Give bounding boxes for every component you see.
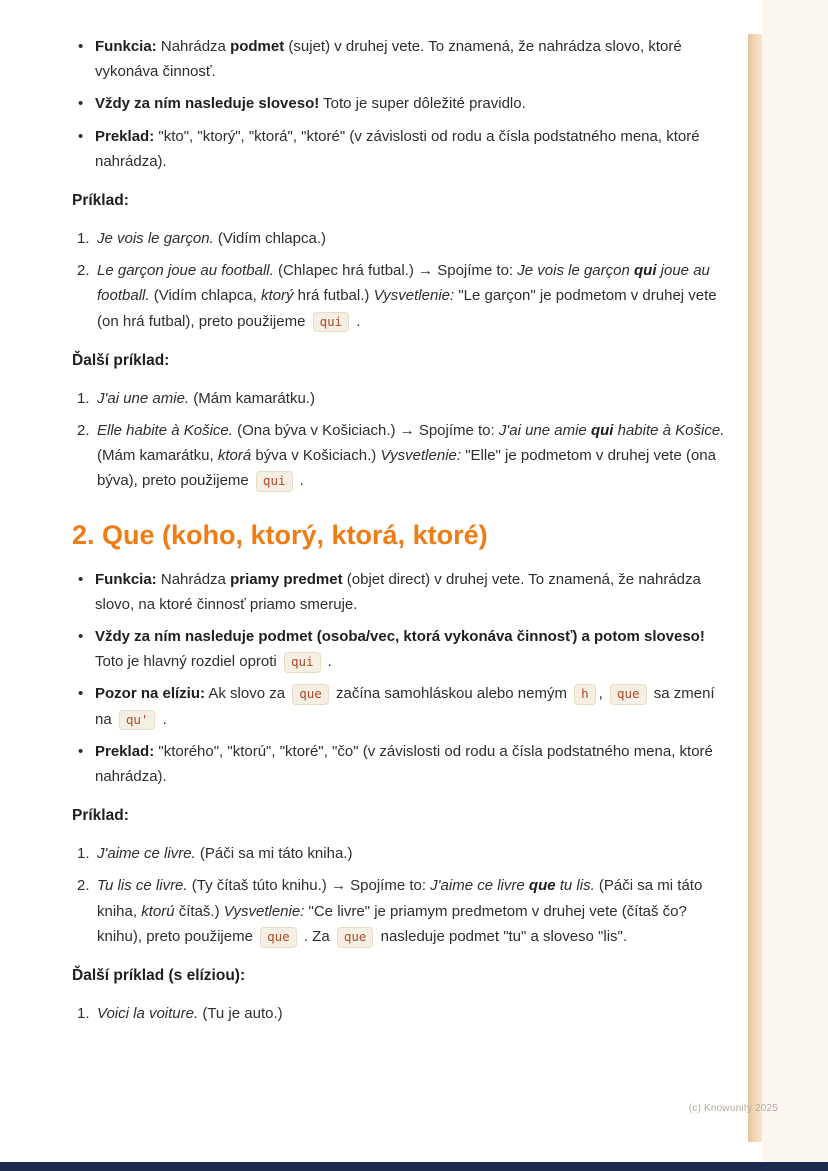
numbered-item: Le garçon joue au football. (Chlapec hrá futbal.) → Spojíme to: Je vois le garçon qui joue au football. (Vidím chlapca, ktorý hrá futbal.) Vysvetlenie: "Le garçon" je podmetom v druhej vete (on hrá futbal), preto použijeme qui . [72,258,732,334]
que-properties-list [72,567,732,790]
numbered-item: J'ai une amie. (Mám kamarátku.) [97,389,315,407]
page-spine-decoration [748,34,762,1142]
que-example-list [72,841,732,949]
bullet-item: • Preklad: "kto", "ktorý", "ktorá", "ktoré" (v závislosti od rodu a čísla podstatného mena, ktoré nahrádza). [72,124,732,174]
que-example-heading: Príklad: [72,807,129,825]
document-content [72,34,732,1034]
qui-more-example-list [72,386,732,494]
numbered-item: Elle habite à Košice. (Ona býva v Košiciach.) → Spojíme to: J'ai une amie qui habite à Košice. (Mám kamarátku, ktorá býva v Košiciach.) Vysvetlenie: "Elle" je podmetom v druhej vete (ona býva), preto použijeme qui . [72,418,732,494]
numbered-item: J'aime ce livre. (Páči sa mi táto kniha.) [97,845,353,863]
page-right-margin [762,0,828,1162]
que-section-title: 2. Que (koho, ktorý, ktorá, ktoré) [72,519,488,550]
numbered-item: Tu lis ce livre. (Ty čítaš túto knihu.) → Spojíme to: J'aime ce livre que tu lis. (Páči sa mi táto kniha, ktorú čítaš.) Vysvetlenie: "Ce livre" je priamym predmetom v druhej vete (čítaš čo? knihu), preto použijeme que . Za que nasleduje podmet "tu" a sloveso "lis". [72,873,732,949]
bullet-item: • Vždy za ním nasleduje podmet (osoba/vec, ktorá vykonáva činnosť) a potom sloveso! Toto je hlavný rozdiel oproti qui . [72,624,732,674]
page-bottom-bar [0,1162,828,1171]
qui-example-list [72,226,732,334]
bullet-item: • Funkcia: Nahrádza priamy predmet (objet direct) v druhej vete. To znamená, že nahrádza slovo, na ktoré činnosť priamo smeruje. [72,567,732,617]
copyright-watermark: (c) Knowunity 2025 [688,1103,778,1114]
bullet-item: • Preklad: "ktorého", "ktorú", "ktoré", "čo" (v závislosti od rodu a čísla podstatného mena, ktoré nahrádza). [72,739,732,789]
que-more-example-heading: Ďalší príklad (s elíziou): [72,966,246,984]
numbered-item: Je vois le garçon. (Vidím chlapca.) [97,229,326,247]
que-more-example-list [72,1001,732,1026]
qui-example-heading: Príklad: [72,191,129,209]
bullet-item: • Vždy za ním nasleduje sloveso! Toto je super dôležité pravidlo. [72,91,732,116]
numbered-item: Voici la voiture. (Tu je auto.) [97,1004,283,1022]
qui-properties-list [72,34,732,174]
bullet-item: • Pozor na elíziu: Ak slovo za que začína samohláskou alebo nemým h , que sa zmení na qu' . [72,681,732,731]
bullet-item: • Funkcia: Nahrádza podmet (sujet) v druhej vete. To znamená, že nahrádza slovo, ktoré vykonáva činnosť. [72,34,732,84]
qui-more-example-heading: Ďalší príklad: [72,351,170,369]
